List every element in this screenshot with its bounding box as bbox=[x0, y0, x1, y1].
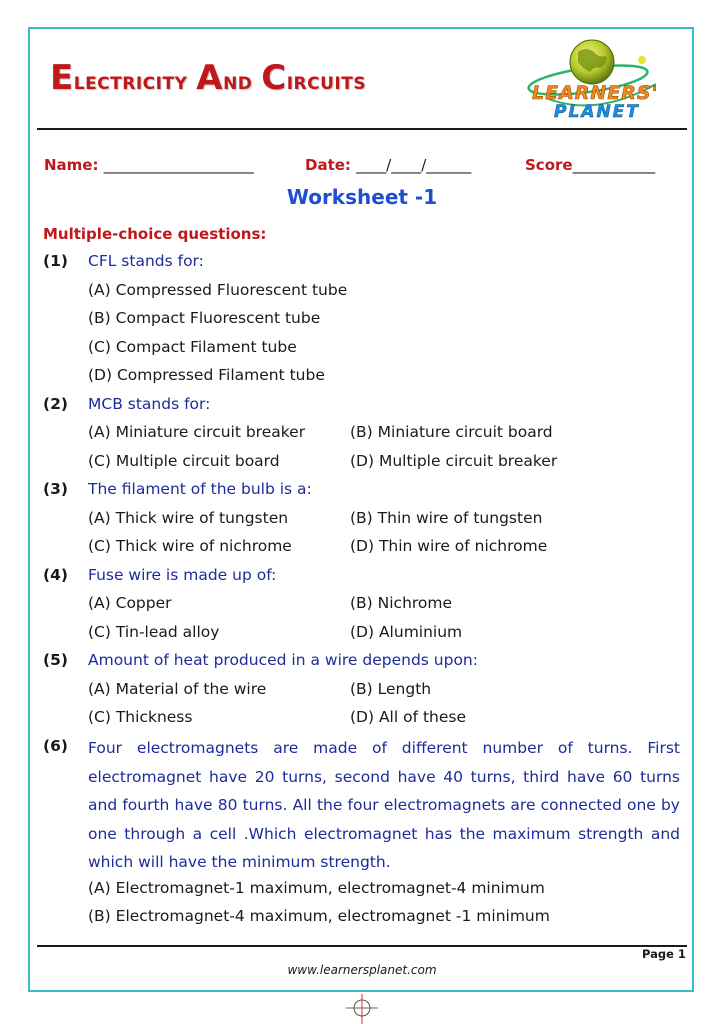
title-word-rest: ircuits bbox=[286, 67, 367, 95]
answer-option[interactable]: (C) Multiple circuit board bbox=[88, 452, 280, 470]
footer-divider bbox=[37, 945, 687, 947]
question-text: MCB stands for: bbox=[88, 395, 211, 413]
question-number: (6) bbox=[43, 737, 68, 755]
name-label: Name: bbox=[44, 156, 99, 174]
answer-option[interactable]: (C) Compact Filament tube bbox=[88, 338, 297, 356]
answer-option[interactable]: (C) Thickness bbox=[88, 708, 193, 726]
learners-planet-logo bbox=[518, 38, 684, 128]
section-heading: Multiple-choice questions: bbox=[43, 225, 267, 243]
question-text: CFL stands for: bbox=[88, 252, 204, 270]
page-number: Page 1 bbox=[642, 947, 686, 961]
score-label: Score bbox=[525, 156, 573, 174]
answer-option[interactable]: (B) Electromagnet-4 maximum, electromagnet -1 minimum bbox=[88, 907, 550, 925]
question-number: (1) bbox=[43, 252, 68, 270]
question-text: Fuse wire is made up of: bbox=[88, 566, 277, 584]
answer-option[interactable]: (C) Tin-lead alloy bbox=[88, 623, 220, 641]
answer-option[interactable]: (A) Electromagnet-1 maximum, electromagnet-4 minimum bbox=[88, 879, 545, 897]
answer-option[interactable]: (D) Compressed Filament tube bbox=[88, 366, 325, 384]
title-initial: C bbox=[261, 58, 287, 98]
answer-option[interactable]: (A) Miniature circuit breaker bbox=[88, 423, 306, 441]
answer-option[interactable]: (A) Compressed Fluorescent tube bbox=[88, 281, 348, 299]
date-field[interactable] bbox=[305, 156, 471, 174]
title-initial: E bbox=[50, 58, 74, 98]
name-field[interactable] bbox=[44, 156, 254, 174]
answer-option[interactable]: (C) Thick wire of nichrome bbox=[88, 537, 292, 555]
answer-option[interactable]: (D) All of these bbox=[350, 708, 467, 726]
header-divider bbox=[37, 128, 687, 130]
question-number: (2) bbox=[43, 395, 68, 413]
answer-option[interactable]: (D) Aluminium bbox=[350, 623, 463, 641]
name-blank[interactable]: ____________________ bbox=[103, 156, 254, 174]
question-text: The filament of the bulb is a: bbox=[88, 480, 312, 498]
answer-option[interactable]: (B) Miniature circuit board bbox=[350, 423, 553, 441]
answer-option[interactable]: (A) Copper bbox=[88, 594, 172, 612]
question-text: Amount of heat produced in a wire depends upon: bbox=[88, 651, 478, 669]
score-field[interactable] bbox=[525, 156, 655, 174]
worksheet-title: Worksheet -1 bbox=[286, 185, 438, 209]
answer-option[interactable]: (B) Nichrome bbox=[350, 594, 453, 612]
question-number: (3) bbox=[43, 480, 68, 498]
title-word-rest: nd bbox=[223, 67, 262, 95]
question-number: (5) bbox=[43, 651, 68, 669]
question-text: Four electromagnets are made of different number of turns. First electromagnet have 20 turns, second have 40 turns, third have 60 turns and fourth have 80 turns. All the four electromagnets are connected one by one through a cell .Which electromagnet has the maximum strength and which will have the minimum strength. bbox=[88, 739, 680, 872]
answer-option[interactable]: (A) Material of the wire bbox=[88, 680, 267, 698]
answer-option[interactable]: (D) Multiple circuit breaker bbox=[350, 452, 558, 470]
registration-mark-icon bbox=[346, 994, 378, 1024]
logo-text-planet: PLANET bbox=[554, 102, 640, 122]
answer-option[interactable]: (B) Thin wire of tungsten bbox=[350, 509, 543, 527]
answer-option[interactable]: (A) Thick wire of tungsten bbox=[88, 509, 289, 527]
answer-option[interactable]: (B) Compact Fluorescent tube bbox=[88, 309, 321, 327]
question-number: (4) bbox=[43, 566, 68, 584]
date-label: Date: bbox=[305, 156, 351, 174]
answer-option[interactable]: (D) Thin wire of nichrome bbox=[350, 537, 548, 555]
page-title bbox=[50, 58, 366, 98]
date-blank[interactable]: ____/____/______ bbox=[356, 156, 472, 174]
score-blank[interactable]: ___________ bbox=[572, 156, 656, 174]
title-word-rest: lectricity bbox=[73, 67, 197, 95]
title-initial: A bbox=[196, 58, 224, 98]
logo-text-learners: LEARNERS' bbox=[532, 82, 659, 104]
website-url[interactable]: www.learnersplanet.com bbox=[287, 963, 437, 977]
answer-option[interactable]: (B) Length bbox=[350, 680, 432, 698]
